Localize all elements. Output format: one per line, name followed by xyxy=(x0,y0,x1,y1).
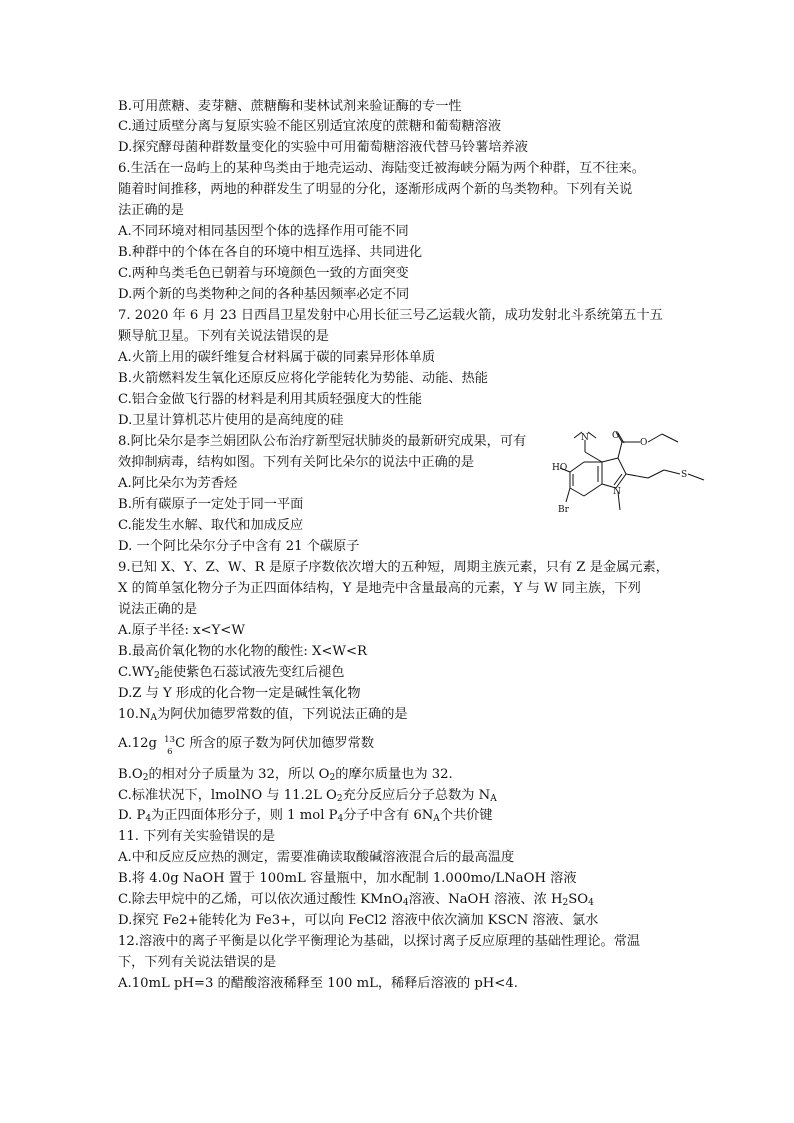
line-5d: D.探究酵母菌种群数量变化的实验中可用葡萄糖溶液代替马铃薯培养液 xyxy=(118,140,528,155)
q11-stem: 11. 下列有关实验错误的是 xyxy=(118,829,276,844)
q7-option-d: D.卫星计算机芯片使用的是高纯度的硅 xyxy=(118,413,344,428)
atom-label-br: Br xyxy=(558,505,569,515)
q11-option-a: A.中和反应反应热的测定，需要准确读取酸碱溶液混合后的最高温度 xyxy=(118,850,515,865)
q7-option-b: B.火箭燃料发生氧化还原反应将化学能转化为势能、动能、热能 xyxy=(118,371,488,386)
q6-stem-3: 法正确的是 xyxy=(118,203,184,218)
atom-label-n-indole: N xyxy=(613,487,621,497)
arbidol-structure-diagram xyxy=(552,430,722,542)
q6-option-c: C.两种鸟类毛色已朝着与环境颜色一致的方面突变 xyxy=(118,266,409,281)
line-5c: C.通过质壁分离与复原实验不能区别适宜浓度的蔗糖和葡萄糖溶液 xyxy=(118,119,502,134)
q10-option-a: A.12g 13 6 C 所含的原子数为阿伏加德罗常数 xyxy=(118,735,375,757)
q10-option-d: D. $P_4$为正四面体形分子，则 1 mol $P_4$分子中含有 $6N_A$个共价键 xyxy=(118,808,493,824)
q10-stem: $10.N_A$为阿伏加德罗常数的值，下列说法正确的是 xyxy=(118,707,408,723)
q11-option-c: C.除去甲烷中的乙烯，可以依次通过酸性 KMnO$_4$溶液、NaOH 溶液、浓 $H_2SO_4$ xyxy=(118,892,594,908)
q9-stem-1: 9.已知 X、Y、Z、W、R 是原子序数依次增大的五种短，周期主族元素，只有 Z 是金属元素， xyxy=(118,560,669,575)
line-5b: B.可用蔗糖、麦芽糖、蔗糖酶和斐林试剂来验证酶的专一性 xyxy=(118,99,462,114)
atom-label-s: S xyxy=(681,470,688,480)
structure-svg xyxy=(552,430,722,542)
atom-label-o-carbonyl: O xyxy=(612,431,620,441)
q10-option-c: C.标准状况下，lmolNO 与 11.2L $O_2$充分反应后分子总数为 $N_A$ xyxy=(118,788,497,804)
q8-stem-2: 效抑制病毒，结构如图。下列有关阿比朵尔的说法中正确的是 xyxy=(118,455,475,470)
q10-option-b: $B.O_2$的相对分子质量为 32，所以 $O_2$的摩尔质量也为 32. xyxy=(118,767,453,783)
atom-label-ho: HO xyxy=(552,463,568,473)
q6-option-d: D.两个新的鸟类物种之间的各种基因频率必定不同 xyxy=(118,287,410,302)
q8-option-d: D. 一个阿比朵尔分子中含有 21 个碳原子 xyxy=(118,539,360,554)
q8-option-c: C.能发生水解、取代和加成反应 xyxy=(118,518,304,533)
q7-stem-1: 7. 2020 年 6 月 23 日西昌卫星发射中心用长征三号乙运载火箭，成功发射北斗系统第五十五 xyxy=(118,308,663,323)
q6-stem-2: 随着时间推移，两地的种群发生了明显的分化，逐渐形成两个新的鸟类物种。下列有关说 xyxy=(118,182,633,197)
atom-label-o-ester: O xyxy=(640,438,648,448)
q11-option-b: B.将 4.0g NaOH 置于 100mL 容量瓶中，加水配制 1.000mo/LNaOH 溶液 xyxy=(118,871,577,886)
q12-option-a: A.10mL pH=3 的醋酸溶液稀释至 100 mL，稀释后溶液的 pH<4. xyxy=(118,976,518,991)
q7-option-c: C.铝合金做飞行器的材料是利用其质轻强度大的性能 xyxy=(118,392,422,407)
q11-option-d: D.探究 Fe2+能转化为 Fe3+，可以向 FeCl2 溶液中依次滴加 KSCN 溶液、氯水 xyxy=(118,913,599,928)
atom-label-n-amine: N xyxy=(581,433,589,443)
q9-option-a: A.原子半径: x<Y<W xyxy=(118,623,245,638)
q12-stem-1: 12.溶液中的离子平衡是以化学平衡理论为基础，以探讨离子反应原理的基础性理论。常温 xyxy=(118,934,641,949)
q7-stem-2: 颗导航卫星。下列有关说法错误的是 xyxy=(118,329,329,344)
q9-stem-3: 说法正确的是 xyxy=(118,602,198,617)
q9-option-d: D.Z 与 Y 形成的化合物一定是碱性氧化物 xyxy=(118,686,361,701)
isotope-notation: 13 6 xyxy=(164,735,175,757)
q12-stem-2: 下，下列有关说法错误的是 xyxy=(118,955,277,970)
q8-option-a: A.阿比朵尔为芳香烃 xyxy=(118,476,238,491)
q7-option-a: A.火箭上用的碳纤维复合材料属于碳的同素异形体单质 xyxy=(118,350,436,365)
q6-option-a: A.不同环境对相同基因型个体的选择作用可能不同 xyxy=(118,224,409,239)
q9-option-b: B.最高价氧化物的水化物的酸性: X<W<R xyxy=(118,644,367,659)
q9-option-c: $C.WY_2$能使紫色石蕊试液先变红后褪色 xyxy=(118,665,345,681)
q9-stem-2: X 的简单氢化物分子为正四面体结构，Y 是地壳中含量最高的元素，Y 与 W 同主族，下列 xyxy=(118,581,641,596)
q6-option-b: B.种群中的个体在各自的环境中相互选择、共同进化 xyxy=(118,245,423,260)
q8-stem-1: 8.阿比朵尔是李兰娟团队公布治疗新型冠状肺炎的最新研究成果，可有 xyxy=(118,434,527,449)
q8-option-b: B.所有碳原子一定处于同一平面 xyxy=(118,497,304,512)
q6-stem-1: 6.生活在一岛屿上的某种鸟类由于地壳运动、海陆变迁被海峡分隔为两个种群，互不往来。 xyxy=(118,161,645,176)
